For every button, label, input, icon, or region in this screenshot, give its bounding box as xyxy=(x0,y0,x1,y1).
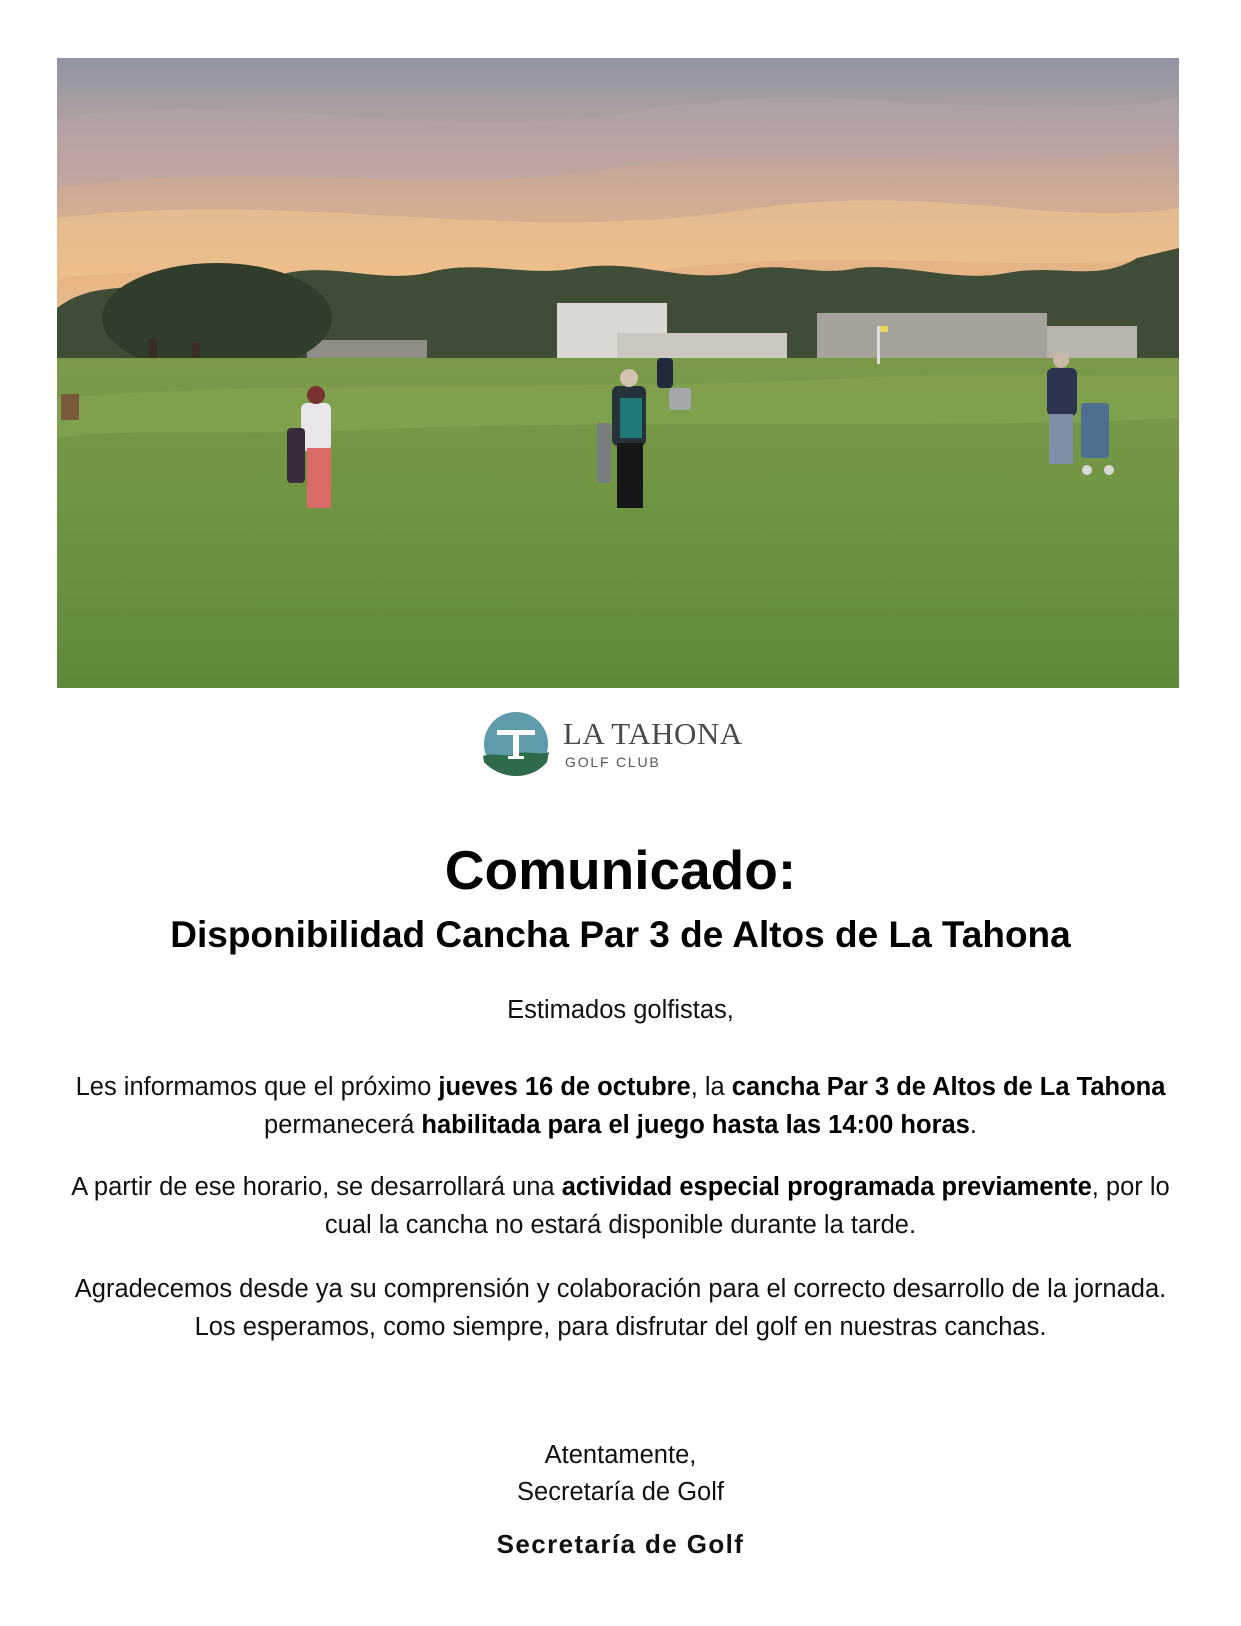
signature-closing: Atentamente, xyxy=(544,1441,697,1469)
paragraph-special-activity: A partir de ese horario, se desarrollará una actividad especial programada previamente, por lo cual la cancha no estará disponible durante la tarde. xyxy=(71,1173,1170,1239)
logo-subtitle: GOLF CLUB xyxy=(565,754,661,770)
logo-name: LA TAHONA xyxy=(563,716,743,751)
golf-course-photo xyxy=(57,58,1179,688)
club-logo xyxy=(481,712,761,776)
paragraph-availability: Les informamos que el próximo jueves 16 de octubre, la cancha Par 3 de Altos de La Tahona permanecerá habilitada para el juego hasta las 14:00 horas. xyxy=(75,1073,1166,1139)
page-subtitle: Disponibilidad Cancha Par 3 de Altos de La Tahona xyxy=(170,914,1071,955)
signature-bold: Secretaría de Golf xyxy=(496,1529,745,1559)
signature-line: Secretaría de Golf xyxy=(517,1478,724,1506)
paragraph-thanks: Agradecemos desde ya su comprensión y colaboración para el correcto desarrollo de la jornada. Los esperamos, como siempre, para disfrutar del golf en nuestras canchas. xyxy=(74,1275,1167,1341)
greeting: Estimados golfistas, xyxy=(507,996,734,1024)
logo-emblem-icon xyxy=(481,712,551,776)
page-title: Comunicado: xyxy=(444,839,797,901)
hero-photo xyxy=(57,58,1179,688)
